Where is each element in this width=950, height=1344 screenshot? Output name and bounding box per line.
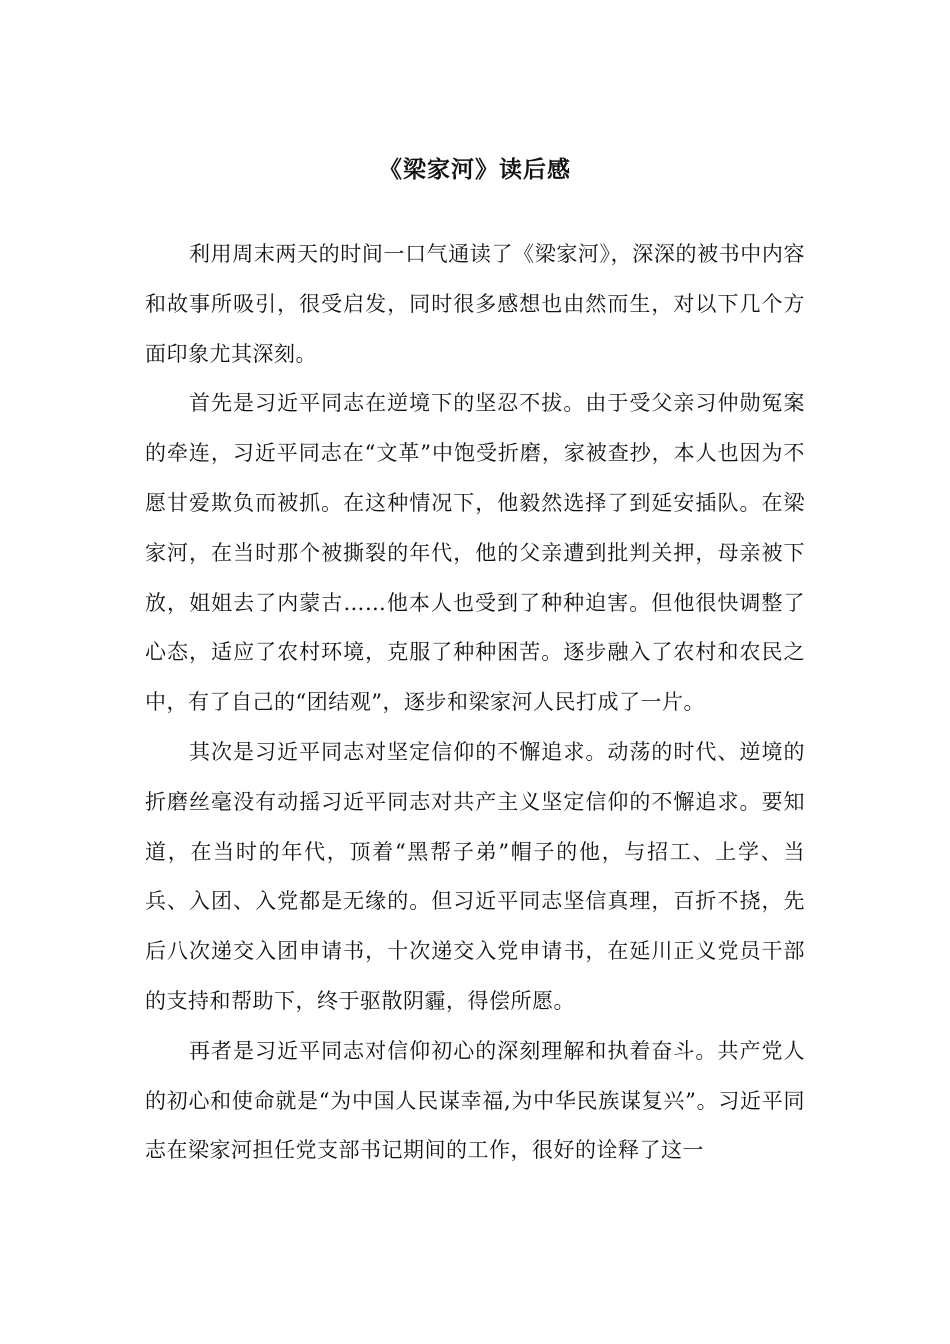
document-body [145,230,805,1176]
paragraph-original-aspiration: 再者是习近平同志对信仰初心的深刻理解和执着奋斗。共产党人的初心和使命就是“为中国人民谋幸福,为中华民族谋复兴”。习近平同志在梁家河担任党支部书记期间的工作，很好的诠释了这一 [145,1038,805,1163]
document-title: 《梁家河》读后感 [379,156,571,183]
paragraph-intro: 利用周末两天的时间一口气通读了《梁家河》，深深的被书中内容和故事所吸引，很受启发，同时很多感想也由然而生，对以下几个方面印象尤其深刻。 [145,242,805,366]
paragraph-faith: 其次是习近平同志对坚定信仰的不懈追求。动荡的时代、逆境的折磨丝毫没有动摇习近平同志对共产主义坚定信仰的不懈追求。要知道，在当时的年代，顶着“黑帮子弟”帽子的他，与招工、上学、当兵、入团、入党都是无缘的。但习近平同志坚信真理，百折不挠，先后八次递交入团申请书，十次递交入党申请书，在延川正义党员干部的支持和帮助下，终于驱散阴霾，得偿所愿。 [145,739,805,1013]
paragraph-perseverance: 首先是习近平同志在逆境下的坚忍不拔。由于受父亲习仲勋冤案的牵连，习近平同志在“文革”中饱受折磨，家被查抄，本人也因为不愿甘爱欺负而被抓。在这种情况下，他毅然选择了到延安插队。在梁家河，在当时那个被撕裂的年代，他的父亲遭到批判关押，母亲被下放，姐姐去了内蒙古……他本人也受到了种种迫害。但他很快调整了心态，适应了农村环境，克服了种种困苦。逐步融入了农村和农民之中，有了自己的“团结观”，逐步和梁家河人民打成了一片。 [145,391,805,715]
